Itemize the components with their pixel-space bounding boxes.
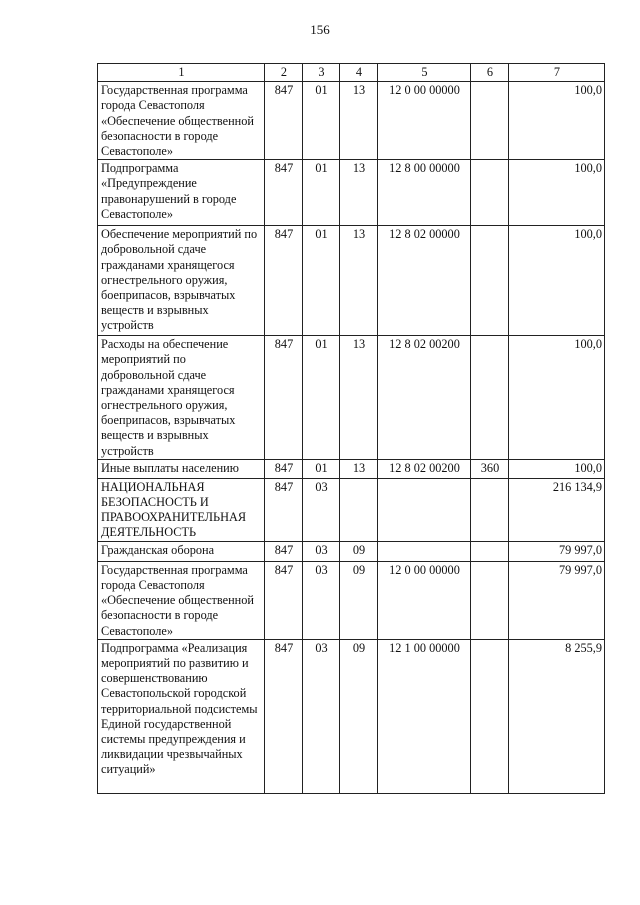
row-name: Государственная программа города Севастополя «Обеспечение общественной безопасности в городе Севастополе» <box>98 82 265 160</box>
row-code-expense-type <box>471 478 509 541</box>
row-code-target: 12 8 02 00200 <box>378 459 471 478</box>
row-code-subsection: 09 <box>340 639 378 793</box>
row-amount: 100,0 <box>509 336 605 460</box>
row-code-subsection: 09 <box>340 561 378 639</box>
page-number: 156 <box>310 22 330 37</box>
row-code-section: 03 <box>303 478 340 541</box>
row-code-section: 03 <box>303 561 340 639</box>
table-row <box>98 336 605 460</box>
row-code-section: 03 <box>303 541 340 561</box>
row-code-expense-type <box>471 336 509 460</box>
row-code-subsection: 13 <box>340 226 378 336</box>
row-code-section: 03 <box>303 639 340 793</box>
row-amount: 100,0 <box>509 459 605 478</box>
header-col-3: 3 <box>303 64 340 82</box>
header-col-6: 6 <box>471 64 509 82</box>
row-code-subsection: 13 <box>340 160 378 226</box>
row-code-target: 12 0 00 00000 <box>378 82 471 160</box>
row-code-subsection: 13 <box>340 336 378 460</box>
row-amount: 100,0 <box>509 226 605 336</box>
row-code-expense-type <box>471 639 509 793</box>
header-col-5: 5 <box>378 64 471 82</box>
row-code-ministry: 847 <box>265 541 303 561</box>
table-row <box>98 561 605 639</box>
table-row <box>98 541 605 561</box>
row-name: Обеспечение мероприятий по добровольной сдаче гражданами хранящегося огнестрельного оружия, боеприпасов, взрывчатых веществ и взрывных устройств <box>98 226 265 336</box>
header-row <box>98 64 605 82</box>
budget-table <box>97 63 605 794</box>
row-code-ministry: 847 <box>265 459 303 478</box>
header-col-4: 4 <box>340 64 378 82</box>
row-name: Государственная программа города Севастополя «Обеспечение общественной безопасности в городе Севастополе» <box>98 561 265 639</box>
row-amount: 8 255,9 <box>509 639 605 793</box>
row-amount: 79 997,0 <box>509 561 605 639</box>
row-code-section: 01 <box>303 226 340 336</box>
table-row <box>98 459 605 478</box>
row-code-ministry: 847 <box>265 160 303 226</box>
row-code-expense-type <box>471 226 509 336</box>
row-code-section: 01 <box>303 82 340 160</box>
row-code-target: 12 8 02 00000 <box>378 226 471 336</box>
row-name: Гражданская оборона <box>98 541 265 561</box>
table-row <box>98 478 605 541</box>
row-code-ministry: 847 <box>265 336 303 460</box>
row-amount: 100,0 <box>509 160 605 226</box>
row-amount: 100,0 <box>509 82 605 160</box>
row-code-section: 01 <box>303 160 340 226</box>
table-row <box>98 226 605 336</box>
header-col-2: 2 <box>265 64 303 82</box>
row-code-target: 12 8 02 00200 <box>378 336 471 460</box>
header-col-1: 1 <box>98 64 265 82</box>
table-row <box>98 82 605 160</box>
row-code-section: 01 <box>303 459 340 478</box>
row-code-ministry: 847 <box>265 226 303 336</box>
row-code-expense-type <box>471 160 509 226</box>
row-code-ministry: 847 <box>265 561 303 639</box>
row-code-ministry: 847 <box>265 82 303 160</box>
row-name: Расходы на обеспечение мероприятий по добровольной сдаче гражданами хранящегося огнестрельного оружия, боеприпасов, взрывчатых веществ и взрывных устройств <box>98 336 265 460</box>
row-code-ministry: 847 <box>265 478 303 541</box>
row-code-target: 12 1 00 00000 <box>378 639 471 793</box>
row-name: Подпрограмма «Реализация мероприятий по развитию и совершенствованию Севастопольской городской территориальной подсистемы Единой государственной системы предупреждения и ликвидации чрезвычайных ситуаций» <box>98 639 265 793</box>
row-code-section: 01 <box>303 336 340 460</box>
row-code-subsection: 09 <box>340 541 378 561</box>
header-col-7: 7 <box>509 64 605 82</box>
table-row <box>98 639 605 793</box>
row-code-target: 12 8 00 00000 <box>378 160 471 226</box>
row-code-target <box>378 541 471 561</box>
row-code-expense-type: 360 <box>471 459 509 478</box>
row-code-subsection: 13 <box>340 459 378 478</box>
row-code-target: 12 0 00 00000 <box>378 561 471 639</box>
row-code-target <box>378 478 471 541</box>
row-name: Подпрограмма «Предупреждение правонарушений в городе Севастополе» <box>98 160 265 226</box>
row-amount: 79 997,0 <box>509 541 605 561</box>
row-code-expense-type <box>471 541 509 561</box>
row-code-subsection: 13 <box>340 82 378 160</box>
row-code-subsection <box>340 478 378 541</box>
row-name: НАЦИОНАЛЬНАЯ БЕЗОПАСНОСТЬ И ПРАВООХРАНИТЕЛЬНАЯ ДЕЯТЕЛЬНОСТЬ <box>98 478 265 541</box>
row-code-ministry: 847 <box>265 639 303 793</box>
row-code-expense-type <box>471 561 509 639</box>
row-code-expense-type <box>471 82 509 160</box>
table-row <box>98 160 605 226</box>
row-amount: 216 134,9 <box>509 478 605 541</box>
row-name: Иные выплаты населению <box>98 459 265 478</box>
